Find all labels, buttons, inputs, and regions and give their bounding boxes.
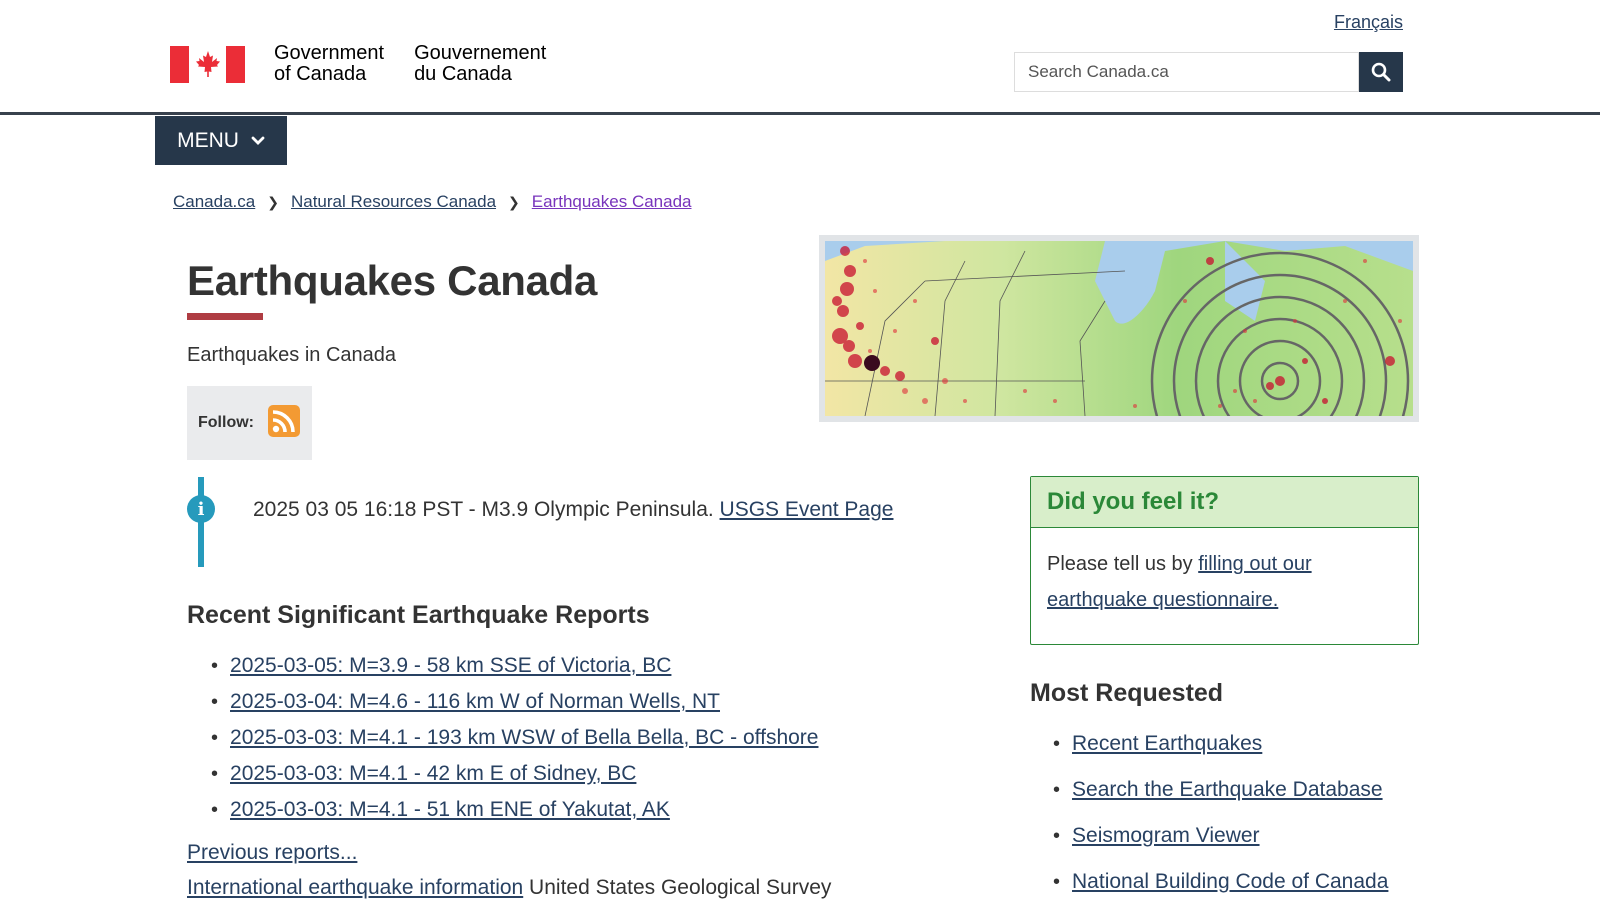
- list-item: [211, 720, 818, 756]
- list-item: [1053, 859, 1388, 900]
- feel-panel-body: [1031, 528, 1418, 636]
- report-link[interactable]: • 2025-03-03: M=4.1 - 193 km WSW of Bella Bella, BC - offshore: [230, 726, 819, 749]
- report-link[interactable]: • 2025-03-03: M=4.1 - 51 km ENE of Yakutat, AK: [230, 798, 670, 821]
- search-icon: [1371, 62, 1391, 82]
- report-link[interactable]: • 2025-03-05: M=3.9 - 58 km SSE of Victoria, BC: [230, 654, 672, 677]
- chevron-right-icon: ❯: [508, 193, 520, 210]
- language-toggle-link[interactable]: Français: [1333, 12, 1403, 32]
- did-you-feel-it-panel: [1030, 476, 1419, 645]
- international-info-line: [187, 876, 831, 900]
- list-item: [1053, 721, 1388, 767]
- breadcrumb: [173, 192, 692, 212]
- follow-box: [187, 386, 312, 460]
- rss-feed-link[interactable]: [268, 405, 300, 442]
- report-link[interactable]: • 2025-03-03: M=4.1 - 42 km E of Sidney, BC: [230, 762, 637, 785]
- earthquake-map-banner: [819, 235, 1419, 422]
- chevron-down-icon: [251, 136, 265, 146]
- breadcrumb-canada[interactable]: Canada.ca: [173, 192, 256, 211]
- reports-heading: Recent Significant Earthquake Reports: [187, 601, 650, 629]
- previous-reports-link[interactable]: Previous reports...: [187, 841, 358, 864]
- canada-flag-icon: [170, 46, 245, 83]
- site-header: [0, 0, 1600, 115]
- feel-panel-heading: Did you feel it?: [1031, 477, 1418, 528]
- report-link[interactable]: • 2025-03-04: M=4.6 - 116 km W of Norman Wells, NT: [230, 690, 720, 713]
- international-info-link[interactable]: International earthquake information: [187, 876, 524, 899]
- breadcrumb-nrcan[interactable]: Natural Resources Canada: [290, 192, 497, 211]
- menu-label: MENU: [177, 128, 239, 152]
- alert-message: [253, 498, 893, 522]
- earthquake-map-image: [825, 241, 1413, 416]
- fip-french-text: Gouvernement du Canada: [414, 42, 547, 85]
- usgs-label: United States Geological Survey: [523, 876, 832, 899]
- menu-button[interactable]: [155, 116, 287, 165]
- building-code-link[interactable]: • National Building Code of Canada: [1072, 870, 1389, 893]
- list-item: [1053, 813, 1388, 859]
- info-icon: i: [187, 495, 215, 523]
- rss-icon: [268, 405, 300, 437]
- fip-english-text: Government of Canada: [274, 42, 385, 85]
- most-requested-list: [1053, 721, 1388, 900]
- usgs-event-link[interactable]: USGS Event Page: [719, 498, 894, 521]
- page-subtitle: Earthquakes in Canada: [187, 344, 397, 366]
- reports-list: [211, 648, 818, 828]
- questionnaire-link[interactable]: filling out our earthquake questionnaire.: [1047, 553, 1312, 611]
- recent-earthquakes-link[interactable]: • Recent Earthquakes: [1072, 732, 1263, 755]
- most-requested-heading: Most Requested: [1030, 679, 1224, 707]
- list-item: [211, 792, 818, 828]
- search-form: [1014, 52, 1403, 92]
- title-underline: [187, 313, 263, 320]
- search-button[interactable]: [1359, 52, 1403, 92]
- list-item: [211, 684, 818, 720]
- seismogram-viewer-link[interactable]: • Seismogram Viewer: [1072, 824, 1260, 847]
- search-input[interactable]: [1014, 52, 1359, 92]
- chevron-right-icon: ❯: [267, 193, 279, 210]
- list-item: [1053, 767, 1388, 813]
- breadcrumb-earthquakes[interactable]: Earthquakes Canada: [531, 192, 692, 211]
- list-item: [211, 756, 818, 792]
- list-item: [211, 648, 818, 684]
- page-title: Earthquakes Canada: [187, 257, 598, 304]
- search-database-link[interactable]: • Search the Earthquake Database: [1072, 778, 1383, 801]
- feel-text: Please tell us by: [1047, 553, 1199, 575]
- follow-label: Follow:: [198, 414, 254, 431]
- alert-text: 2025 03 05 16:18 PST - M3.9 Olympic Peninsula.: [253, 498, 720, 521]
- government-signature[interactable]: [170, 43, 546, 85]
